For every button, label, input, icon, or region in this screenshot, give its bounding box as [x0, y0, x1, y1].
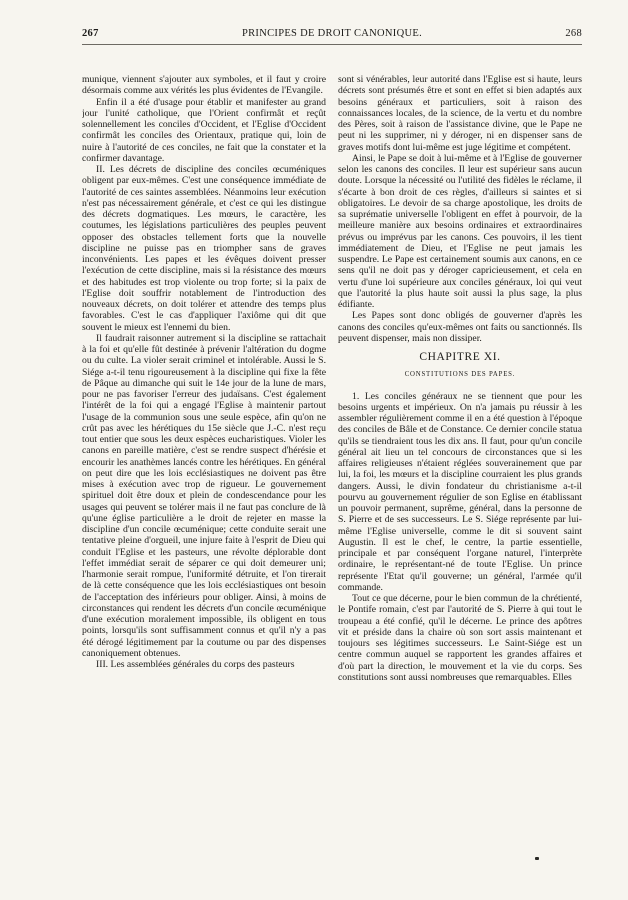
- page-number-left: 267: [82, 28, 99, 39]
- header-rule: [82, 44, 582, 45]
- paragraph: Enfin il a été d'usage pour établir et manifester au grand jour l'unité catholique, que l'Orient confirmât et reçût solennellement les conciles d'Occident, et l'Eglise d'Occident confirmât les conciles des Orientaux, pratique qui, loin de nuire à l'autorité de ces conciles, ne fait que la constater et la confirmer davantage.: [82, 96, 326, 164]
- paragraph: II. Les décrets de discipline des conciles œcuméniques obligent par eux-mêmes. C'est une conséquence immédiate de l'autorité de ces saintes assemblées. Néanmoins leur exécution n'est pas nécessairement générale, et c'est ce qui les distingue des décrets dogmatiques. Les mœurs, le caractère, les coutumes, les législations particulières des peuples peuvent opposer des obstacles tellement forts que la nouvelle discipline ne puisse pas en triompher sans de graves inconvénients. Les papes et les évêques doivent presser l'exécution de cette discipline, mais si la résistance des mœurs et des habitudes est trop violente ou trop forte; si la paix de l'Eglise doit souffrir notablement de l'introduction des nouveaux décrets, on doit tolérer et attendre des temps plus favorables. C'est le cas d'appliquer l'axiôme qui dit que souvent le mieux est l'ennemi du bien.: [82, 164, 326, 333]
- paragraph: 1. Les conciles généraux ne se tiennent que pour les besoins urgents et impérieux. On n'a jamais pu réussir à les assembler régulièrement comme il en a été question à l'époque des conciles de Bâle et de Constance. Ce dernier concile statua qu'ils se tiendraient tous les dix ans. Il faut, pour qu'un concile général ait lieu un tel concours de circonstances que si les affaires religieuses n'étaient réglées souverainement que par lui, la foi, les mœurs et la discipline courraient les plus grands dangers. Aussi, le divin fondateur du christianisme a-t-il pourvu au gouvernement régulier de son Eglise en établissant un pouvoir permanent, suprême, général, dans la personne de S. Pierre et de ses successeurs. Le S. Siége représente par lui-même l'Eglise universelle, comme le dit si souvent saint Augustin. Il est le chef, le centre, la partie essentielle, principale et par conséquent l'organe naturel, l'interprète ordinaire, le représentant-né de toute l'Eglise. Un prince représente l'Etat qu'il gouverne; un général, l'armée qu'il commande.: [338, 390, 582, 593]
- right-column: [338, 74, 582, 864]
- ink-speck: [535, 857, 539, 860]
- paragraph: Tout ce que décerne, pour le bien commun de la chrétienté, le Pontife romain, c'est par l'autorité de S. Pierre à qui tout le troupeau a été confié, qu'il le décerne. Le prince des apôtres vit et préside dans la chaire où son sort assis maintenant et toujours ses légitimes successeurs. Le Saint-Siége est un centre commun auquel se rapportent les grandes affaires et d'où part la direction, le mouvement et la vie du corps. Ses constitutions sont aussi nombreuses que remarquables. Elles: [338, 593, 582, 683]
- page-number-right: 268: [565, 28, 582, 39]
- paragraph: Ainsi, le Pape se doit à lui-même et à l'Eglise de gouverner selon les canons des conciles. Il leur est supérieur sans aucun doute. Lorsque la nécessité ou l'utilité des fidèles le réclame, il s'écarte à bon droit de ces règles, d'ailleurs si saintes et si obligatoires. Le devoir de sa charge apostolique, les droits de sa suprématie universelle l'obligent en effet à pourvoir, de la meilleure manière aux besoins ordinaires et extraordinaires prévus ou imprévus par les canons. Ces pouvoirs, il les tient immédiatement de Dieu, et l'Eglise ne peut jamais les suspendre. Le Pape est certainement soumis aux canons, en ce sens qu'il ne doit pas y déroger capricieusement, et cela en vertu d'une loi supérieure aux conciles généraux, loi qui veut que l'autorité la plus haute soit aussi la plus sage, la plus édifiante.: [338, 152, 582, 310]
- chapter-subtitle: CONSTITUTIONS DES PAPES.: [404, 371, 516, 379]
- paragraph: sont si vénérables, leur autorité dans l'Eglise est si haute, leurs décrets sont présumés être et sont en effet si bien adaptés aux besoins généraux et particuliers, soit à raison des connaissances locales, de la science, de la vertu et du nombre des Pères, soit à raison de l'assistance divine, que le Pape ne peut ni les supprimer, ni y déroger, ni en dispenser sans de graves motifs dont lui-même est juge légitime et compétent.: [338, 74, 582, 153]
- paragraph: III. Les assemblées générales du corps des pasteurs: [96, 659, 295, 670]
- running-title: PRINCIPES DE DROIT CANONIQUE.: [241, 28, 422, 39]
- paragraph: munique, viennent s'ajouter aux symboles, et il faut y croire désormais comme aux vérités les plus évidentes de l'Evangile.: [82, 74, 326, 97]
- running-header: [82, 28, 582, 42]
- paragraph: Les Papes sont donc obligés de gouverner d'après les canons des conciles qu'eux-mêmes ont faits ou sanctionnés. Ils peuvent dispenser, mais non dissiper.: [338, 310, 582, 344]
- left-column: [82, 74, 326, 864]
- chapter-title: CHAPITRE XI.: [419, 351, 501, 363]
- paragraph: Il faudrait raisonner autrement si la discipline se rattachait à la foi et qu'elle fût destinée à prévenir l'altération du dogme ou du culte. La violer serait criminel et intolérable. Aussi le S. Siége a-t-il tenu rigoureusement à la discipline qui fixe la fête de Pâque au dimanche qui suit le 14e jour de la lune de mars, pour ne pas favoriser l'erreur des judaïsans. C'est également l'intérêt de la foi qui a engagé l'Eglise à maintenir partout l'usage de la communion sous une seule espèce, afin qu'on ne crût pas avec les hérétiques du 15e siècle que J.-C. n'est reçu tout entier que sous les deux espèces eucharistiques. Violer les canons en pareille matière, c'est se rendre suspect d'hérésie et encourir les anathèmes lancés contre les hérétiques. En général on peut dire que les lois ecclésiastiques ne doivent pas être mises à exécution avec trop de rigueur. Le gouvernement spirituel doit être doux et plein de condescendance pour les usages qui peuvent se tolérer mais il ne faut pas conclure de là qu'une église particulière a le droit de rejeter en masse la discipline d'un concile œcuménique; cette conduite serait une tentative pleine d'orgueil, une injure faite à l'esprit de Dieu qui conduit l'Eglise et les pasteurs, une révolte déplorable dont l'effet immédiat serait de séparer ce qui doit demeurer uni; l'harmonie serait rompue, l'uniformité détruite, et l'on tirerait de là cette conséquence que les lois ecclésiastiques ont besoin de l'acceptation des inférieurs pour obliger. Ainsi, à moins de circonstances qui rendent les décrets d'un concile œcuménique d'une exécution moralement impossible, ils obligent en tous points, lorsqu'ils sont suffisamment connus et qu'il n'y a pas été dérogé légitimement par la coutume ou par des dispenses canoniquement obtenues.: [82, 332, 326, 659]
